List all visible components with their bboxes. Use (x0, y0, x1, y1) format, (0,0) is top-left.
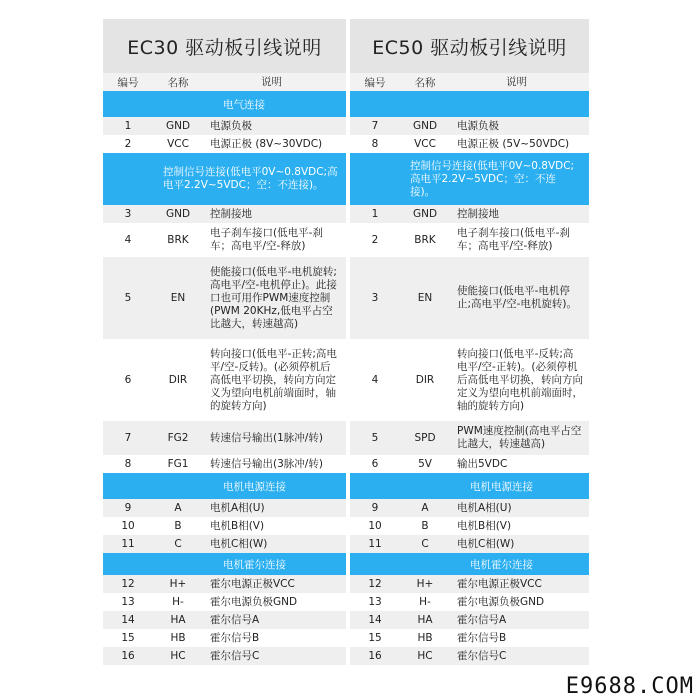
pin-number: 2 (124, 138, 132, 150)
pin-name: EN (170, 292, 186, 304)
pin-name: BRK (414, 234, 436, 246)
pin-number: 6 (371, 458, 379, 470)
pin-name: B (421, 520, 429, 532)
pin-name: DIR (415, 374, 435, 386)
pin-number: 5 (124, 292, 132, 304)
pin-description: 使能接口(低电平-电机旋转;高电平/空-电机停止)。此接口也可用作PWM速度控制(PWM 20KHz,低电平占空比越大，转速越高) (210, 265, 337, 330)
pin-number: 9 (124, 502, 132, 514)
header-name: 名称 (167, 76, 189, 89)
pin-description: 电机B相(V) (210, 519, 265, 532)
pin-description: 电源负极 (457, 119, 499, 132)
pin-name: FG2 (167, 432, 189, 444)
pin-description: 电机A相(U) (457, 501, 512, 514)
pin-name: B (174, 520, 182, 532)
table-row (350, 455, 589, 473)
table-row (350, 421, 589, 455)
pin-number: 13 (121, 596, 135, 608)
panel-title: EC30 驱动板引线说明 (103, 19, 346, 73)
pin-description: 输出5VDC (457, 457, 508, 470)
pin-name: VCC (167, 138, 189, 150)
header-desc: 说明 (261, 75, 282, 88)
section-hall-label: 电机霍尔连接 (223, 558, 286, 571)
pin-number: 15 (121, 632, 135, 644)
pin-number: 10 (121, 520, 135, 532)
pin-name: A (174, 502, 182, 514)
table-row (350, 499, 589, 517)
table-row (350, 117, 589, 135)
pin-description: 霍尔电源负极GND (457, 595, 545, 608)
pin-description: 电机C相(W) (210, 537, 268, 550)
pin-name: HA (170, 614, 186, 626)
watermark: E9688.COM (565, 674, 694, 699)
pin-name: DIR (168, 374, 188, 386)
pin-description: 转速信号输出(3脉冲/转) (210, 457, 323, 470)
section-signal (103, 153, 346, 205)
table-row (103, 575, 346, 593)
header-desc: 说明 (506, 75, 527, 88)
pin-name: C (421, 538, 429, 550)
section-signal-label: 控制信号连接(低电平0V~0.8VDC;高电平2.2V~5VDC；空：不连接)。 (410, 159, 575, 198)
pin-number: 3 (371, 292, 379, 304)
pin-number: 7 (124, 432, 132, 444)
pin-number: 16 (368, 650, 382, 662)
pin-description: 霍尔电源正极VCC (457, 577, 542, 590)
table-row (350, 135, 589, 153)
pin-number: 3 (124, 208, 132, 220)
pin-number: 8 (371, 138, 379, 150)
table-row (103, 205, 346, 223)
pin-number: 10 (368, 520, 382, 532)
pin-description: 电机C相(W) (457, 537, 515, 550)
table-row (103, 499, 346, 517)
pin-number: 4 (371, 374, 379, 386)
section-signal-label: 控制信号连接(低电平0V~0.8VDC;高电平2.2V~5VDC；空：不连接)。 (163, 166, 338, 191)
panel-title: EC50 驱动板引线说明 (350, 19, 589, 73)
section-motor (350, 473, 589, 499)
pin-number: 14 (121, 614, 135, 626)
table-row (103, 517, 346, 535)
pin-number: 1 (124, 120, 132, 132)
table-row (350, 611, 589, 629)
pin-number: 1 (371, 208, 379, 220)
pin-description: 使能接口(低电平-电机停止;高电平/空-电机旋转)。 (457, 285, 577, 310)
pin-description: 转向接口(低电平-正转;高电平/空-反转)。(必须停机后高低电平切换，转向方向定义为望向电机前端面时，轴的旋转方向) (210, 347, 337, 412)
table-header (103, 73, 346, 91)
section-motor (103, 473, 346, 499)
wiring-sheet (103, 19, 589, 685)
pin-number: 16 (121, 650, 135, 662)
pin-description: 霍尔信号B (210, 631, 260, 644)
pin-number: 12 (121, 578, 135, 590)
section-power-label: 电气连接 (223, 98, 265, 111)
pin-name: H+ (169, 578, 187, 590)
section-hall (350, 553, 589, 575)
pin-description: 霍尔电源正极VCC (210, 577, 295, 590)
pin-description: 电机B相(V) (457, 519, 512, 532)
pin-number: 4 (124, 234, 132, 246)
pin-name: HB (170, 632, 186, 644)
table-row (103, 223, 346, 257)
pin-description: 电源负极 (210, 119, 252, 132)
table-row (350, 535, 589, 553)
pin-number: 2 (371, 234, 379, 246)
pin-name: FG1 (167, 458, 189, 470)
ec30-panel (103, 19, 346, 685)
pin-name: HA (417, 614, 433, 626)
header-name: 名称 (414, 76, 436, 89)
pin-description: PWM速度控制(高电平占空比越大，转速越高) (457, 425, 582, 450)
pin-name: H- (172, 596, 184, 608)
table-row (103, 135, 346, 153)
pin-number: 15 (368, 632, 382, 644)
pin-name: GND (412, 120, 438, 132)
pin-name: H+ (416, 578, 434, 590)
table-row (103, 257, 346, 339)
table-row (103, 421, 346, 455)
pin-name: HB (417, 632, 433, 644)
pin-name: GND (412, 208, 438, 220)
section-hall (103, 553, 346, 575)
ec50-panel (346, 19, 589, 685)
pin-name: HC (417, 650, 433, 662)
pin-description: 霍尔信号A (457, 613, 507, 626)
table-row (103, 117, 346, 135)
pin-name: H- (419, 596, 431, 608)
pin-number: 13 (368, 596, 382, 608)
pin-name: EN (417, 292, 433, 304)
table-row (350, 517, 589, 535)
table-row (350, 205, 589, 223)
pin-description: 电子刹车接口(低电平-刹车；高电平/空-释放) (210, 227, 323, 252)
table-row (103, 647, 346, 665)
pin-name: VCC (414, 138, 436, 150)
pin-description: 电机A相(U) (210, 501, 265, 514)
pin-number: 6 (124, 374, 132, 386)
pin-description: 控制接地 (457, 207, 499, 220)
pin-description: 电源正极 (8V~30VDC) (210, 137, 323, 150)
pin-description: 转向接口(低电平-反转;高电平/空-正转)。(必须停机后高低电平切换，转向方向定义为望向电机前端面时，轴的旋转方向) (457, 347, 583, 412)
pin-description: 控制接地 (210, 207, 252, 220)
table-row (103, 455, 346, 473)
pin-description: 电源正极 (5V~50VDC) (457, 137, 570, 150)
pin-number: 5 (371, 432, 379, 444)
pin-description: 霍尔信号C (457, 649, 507, 662)
table-row (103, 593, 346, 611)
pin-name: HC (170, 650, 186, 662)
pin-name: SPD (414, 432, 436, 444)
header-num: 编号 (117, 76, 139, 89)
pin-number: 11 (121, 538, 135, 550)
table-row (350, 629, 589, 647)
pin-name: BRK (167, 234, 189, 246)
pin-number: 14 (368, 614, 382, 626)
pin-number: 7 (371, 120, 379, 132)
section-motor-label: 电机电源连接 (470, 480, 533, 493)
table-row (103, 535, 346, 553)
table-row (350, 223, 589, 257)
section-hall-label: 电机霍尔连接 (470, 558, 533, 571)
section-motor-label: 电机电源连接 (223, 480, 286, 493)
pin-description: 霍尔信号B (457, 631, 507, 644)
section-power (103, 91, 346, 117)
pin-number: 9 (371, 502, 379, 514)
table-row (350, 257, 589, 339)
header-num: 编号 (364, 76, 386, 89)
pin-description: 霍尔信号C (210, 649, 260, 662)
section-signal (350, 153, 589, 205)
pin-description: 霍尔电源负极GND (210, 595, 298, 608)
pin-description: 电子刹车接口(低电平-刹车；高电平/空-释放) (457, 227, 570, 252)
table-header (350, 73, 589, 91)
pin-description: 霍尔信号A (210, 613, 260, 626)
pin-name: 5V (418, 458, 432, 470)
pin-name: GND (165, 120, 191, 132)
table-row (350, 339, 589, 421)
table-row (103, 611, 346, 629)
table-row (103, 339, 346, 421)
pin-name: C (174, 538, 182, 550)
pin-number: 12 (368, 578, 382, 590)
table-row (350, 575, 589, 593)
table-row (350, 593, 589, 611)
pin-description: 转速信号输出(1脉冲/转) (210, 431, 323, 444)
pin-number: 11 (368, 538, 382, 550)
pin-name: A (421, 502, 429, 514)
section-power (350, 91, 589, 117)
pin-number: 8 (124, 458, 132, 470)
pin-name: GND (165, 208, 191, 220)
table-row (350, 647, 589, 665)
table-row (103, 629, 346, 647)
